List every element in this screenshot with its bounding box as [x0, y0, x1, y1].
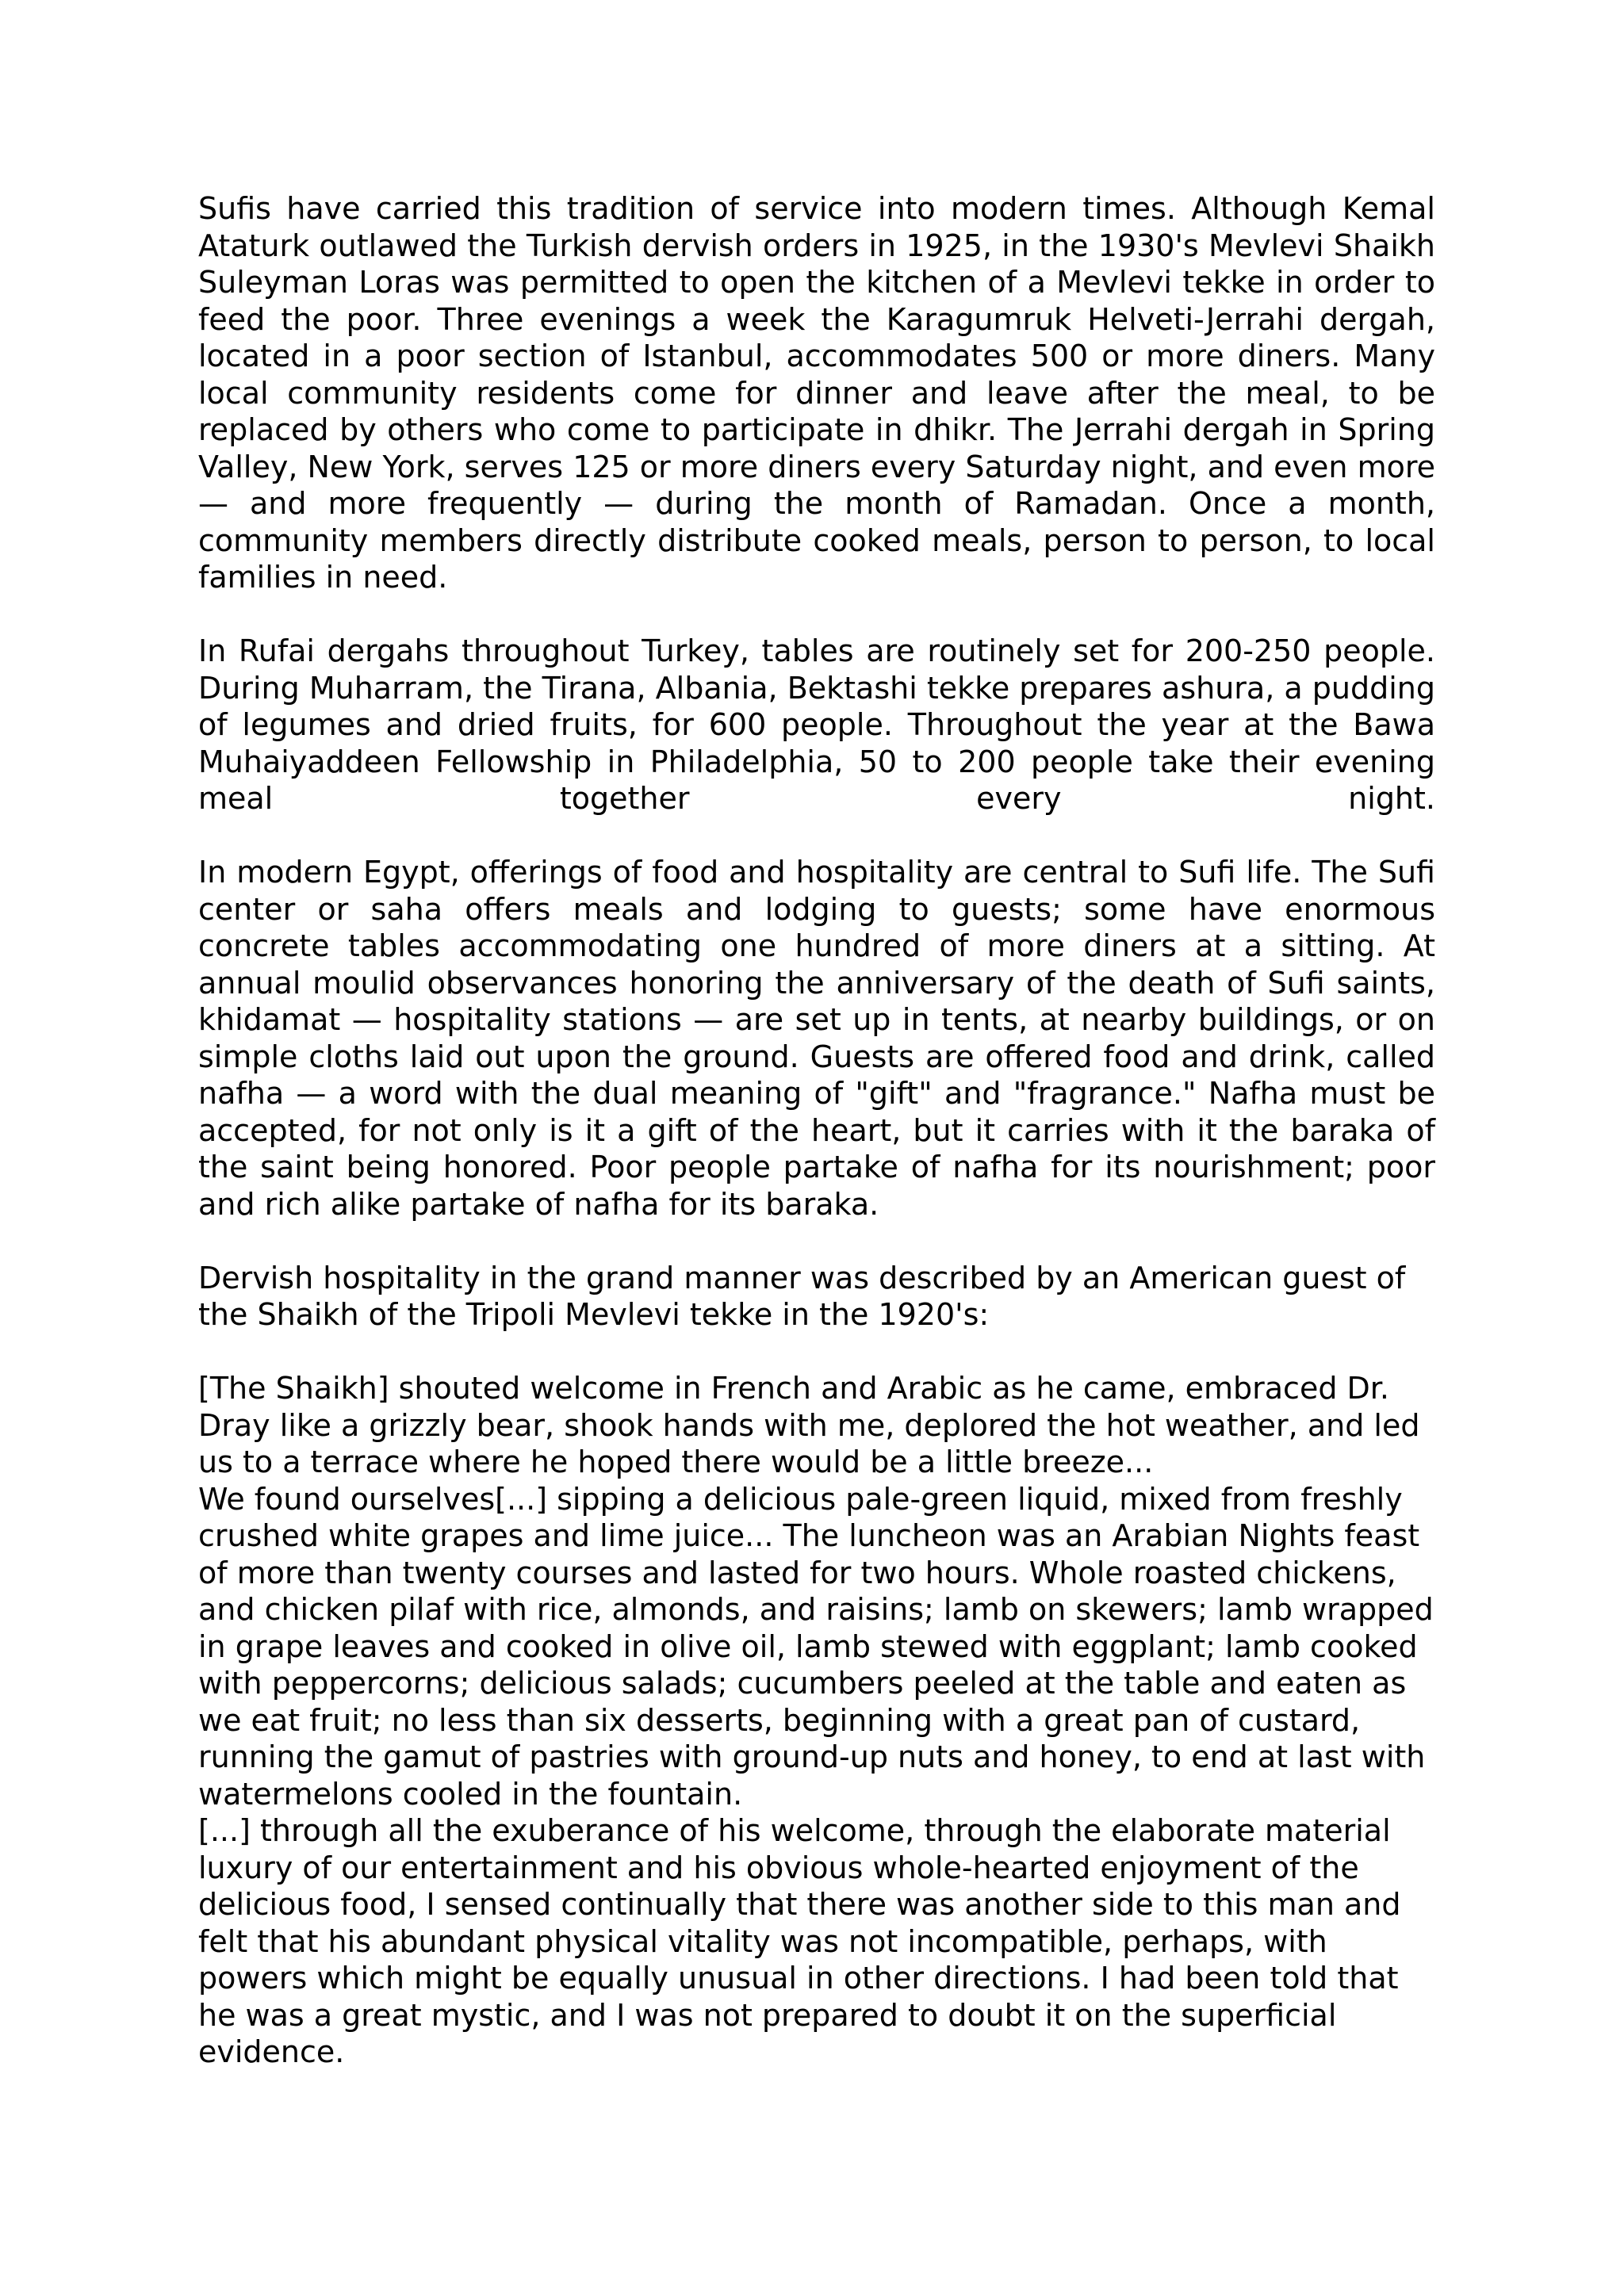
paragraph-dervish-hospitality-intro: Dervish hospitality in the grand manner was described by an American guest of the Shaikh of the Tripoli Mevlevi tekke in the 1920's: [198, 1260, 1406, 1332]
paragraph-modern-service: Sufis have carried this tradition of service into modern times. Although Kemal Ataturk outlawed the Turkish dervish orders in 1925, in the 1930's Mevlevi Shaikh Suleyman Loras was permitted to open the kitchen of a Mevlevi tekke in order to feed the poor. Three evenings a week the Karagumruk Helveti-Jerrahi dergah, located in a poor section of Istanbul, accommodates 500 or more diners. Many local community residents come for dinner and leave after the meal, to be replaced by others who come to participate in dhikr. The Jerrahi dergah in Spring Valley, New York, serves 125 or more diners every Saturday night, and even more — and more frequently — during the month of Ramadan. Once a month, community members directly distribute cooked meals, person to person, to local families in need. [198, 191, 1435, 595]
document-page [198, 190, 1435, 2071]
quote-paragraph-mystic: [...] through all the exuberance of his welcome, through the elaborate material luxury of our entertainment and his obvious whole-hearted enjoyment of the delicious food, I sensed continually that there was another side to this man and felt that his abundant physical vitality was not incompatible, perhaps, with powers which might be equally unusual in other directions. I had been told that he was a great mystic, and I was not prepared to doubt it on the superficial evidence. [198, 1813, 1401, 2069]
block-quote [198, 1370, 1435, 2071]
paragraph-rufai-dergahs: In Rufai dergahs throughout Turkey, tables are routinely set for 200-250 people. During Muharram, the Tirana, Albania, Bektashi tekke prepares ashura, a pudding of legumes and dried fruits, for 600 people. Throughout the year at the Bawa Muhaiyaddeen Fellowship in Philadelphia, 50 to 200 people take their evening meal together every night. [198, 633, 1435, 816]
quote-paragraph-welcome: [The Shaikh] shouted welcome in French and Arabic as he came, embraced Dr. Dray like a grizzly bear, shook hands with me, deplored the hot weather, and led us to a terrace where he hoped there would be a little breeze... [198, 1371, 1420, 1479]
paragraph-modern-egypt: In modern Egypt, offerings of food and hospitality are central to Sufi life. The Sufi center or saha offers meals and lodging to guests; some have enormous concrete tables accommodating one hundred of more diners at a sitting. At annual moulid observances honoring the anniversary of the death of Sufi saints, khidamat — hospitality stations — are set up in tents, at nearby buildings, or on simple cloths laid out upon the ground. Guests are offered food and drink, called nafha — a word with the dual meaning of "gift" and "fragrance." Nafha must be accepted, for not only is it a gift of the heart, but it carries with it the baraka of the saint being honored. Poor people partake of nafha for its nourishment; poor and rich alike partake of nafha for its baraka. [198, 855, 1435, 1222]
quote-paragraph-feast: We found ourselves[...] sipping a delicious pale-green liquid, mixed from freshly crushed white grapes and lime juice... The luncheon was an Arabian Nights feast of more than twenty courses and lasted for two hours. Whole roasted chickens, and chicken pilaf with rice, almonds, and raisins; lamb on skewers; lamb wrapped in grape leaves and cooked in olive oil, lamb stewed with eggplant; lamb cooked with peppercorns; delicious salads; cucumbers peeled at the table and eaten as we eat fruit; no less than six desserts, beginning with a great pan of custard, running the gamut of pastries with ground-up nuts and honey, to end at last with watermelons cooled in the fountain. [198, 1481, 1434, 1812]
